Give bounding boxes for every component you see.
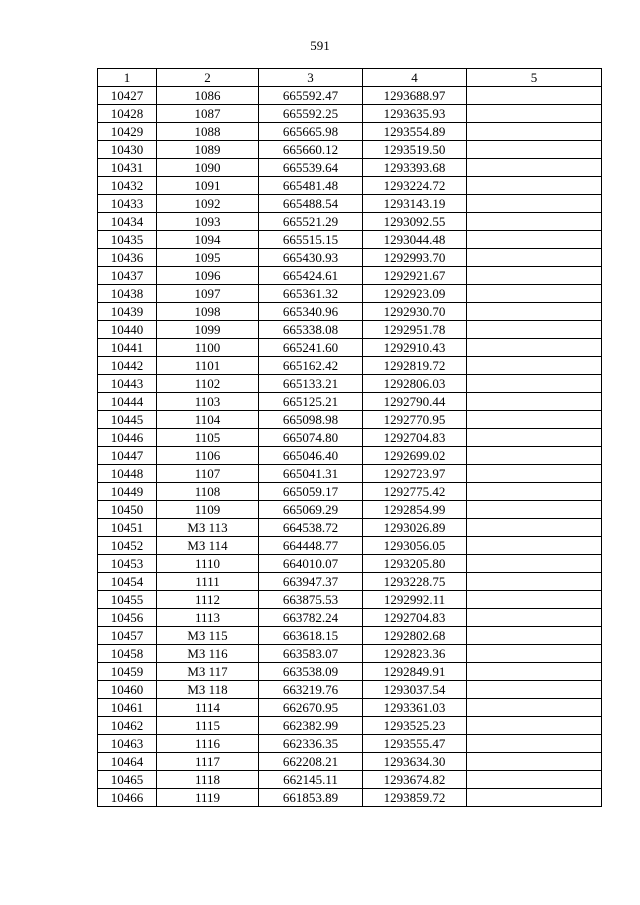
table-cell-col-2: МЗ 116 bbox=[157, 645, 259, 663]
table-cell-col-1: 10441 bbox=[98, 339, 157, 357]
table-cell-col-2: 1107 bbox=[157, 465, 259, 483]
table-row bbox=[98, 321, 602, 339]
table-cell-col-5 bbox=[467, 573, 602, 591]
table-cell-col-1: 10459 bbox=[98, 663, 157, 681]
table-cell-col-1: 10443 bbox=[98, 375, 157, 393]
table-cell-col-4: 1292910.43 bbox=[363, 339, 467, 357]
table-cell-col-2: 1099 bbox=[157, 321, 259, 339]
table-cell-col-3: 665521.29 bbox=[259, 213, 363, 231]
table-row bbox=[98, 339, 602, 357]
table-cell-col-5 bbox=[467, 123, 602, 141]
table-cell-col-5 bbox=[467, 141, 602, 159]
table-row bbox=[98, 411, 602, 429]
table-cell-col-4: 1293228.75 bbox=[363, 573, 467, 591]
table-row bbox=[98, 429, 602, 447]
table-cell-col-4: 1292723.97 bbox=[363, 465, 467, 483]
table-cell-col-4: 1292806.03 bbox=[363, 375, 467, 393]
table-cell-col-5 bbox=[467, 339, 602, 357]
table-cell-col-2: 1091 bbox=[157, 177, 259, 195]
table-cell-col-3: 665340.96 bbox=[259, 303, 363, 321]
table-cell-col-5 bbox=[467, 429, 602, 447]
table-cell-col-5 bbox=[467, 321, 602, 339]
table-cell-col-2: 1117 bbox=[157, 753, 259, 771]
table-cell-col-3: 665592.25 bbox=[259, 105, 363, 123]
table-row bbox=[98, 159, 602, 177]
table-cell-col-5 bbox=[467, 735, 602, 753]
table-cell-col-1: 10447 bbox=[98, 447, 157, 465]
table-cell-col-3: 665069.29 bbox=[259, 501, 363, 519]
table-cell-col-2: 1096 bbox=[157, 267, 259, 285]
table-cell-col-4: 1293143.19 bbox=[363, 195, 467, 213]
table-cell-col-3: 663947.37 bbox=[259, 573, 363, 591]
header-cell-4: 4 bbox=[363, 69, 467, 87]
table-cell-col-2: 1114 bbox=[157, 699, 259, 717]
table-cell-col-1: 10449 bbox=[98, 483, 157, 501]
table-cell-col-4: 1293393.68 bbox=[363, 159, 467, 177]
table-row bbox=[98, 717, 602, 735]
table-row bbox=[98, 519, 602, 537]
table-row bbox=[98, 501, 602, 519]
table-cell-col-1: 10432 bbox=[98, 177, 157, 195]
table-cell-col-4: 1292699.02 bbox=[363, 447, 467, 465]
table-row bbox=[98, 123, 602, 141]
table-cell-col-4: 1293044.48 bbox=[363, 231, 467, 249]
table-cell-col-1: 10427 bbox=[98, 87, 157, 105]
table-cell-col-1: 10462 bbox=[98, 717, 157, 735]
table-cell-col-2: 1106 bbox=[157, 447, 259, 465]
table-row bbox=[98, 645, 602, 663]
table-cell-col-5 bbox=[467, 537, 602, 555]
table-cell-col-3: 665488.54 bbox=[259, 195, 363, 213]
table-cell-col-4: 1293037.54 bbox=[363, 681, 467, 699]
table-cell-col-1: 10434 bbox=[98, 213, 157, 231]
header-cell-5: 5 bbox=[467, 69, 602, 87]
table-cell-col-3: 665424.61 bbox=[259, 267, 363, 285]
table-cell-col-5 bbox=[467, 465, 602, 483]
table-row bbox=[98, 447, 602, 465]
table-cell-col-2: МЗ 117 bbox=[157, 663, 259, 681]
table-cell-col-5 bbox=[467, 411, 602, 429]
table-cell-col-3: 665660.12 bbox=[259, 141, 363, 159]
table-cell-col-5 bbox=[467, 771, 602, 789]
table-cell-col-3: 665133.21 bbox=[259, 375, 363, 393]
table-cell-col-2: 1111 bbox=[157, 573, 259, 591]
table-row bbox=[98, 735, 602, 753]
table-cell-col-2: 1093 bbox=[157, 213, 259, 231]
table-cell-col-5 bbox=[467, 447, 602, 465]
table-cell-col-4: 1293634.30 bbox=[363, 753, 467, 771]
table-cell-col-1: 10464 bbox=[98, 753, 157, 771]
table-row bbox=[98, 177, 602, 195]
table-cell-col-4: 1292854.99 bbox=[363, 501, 467, 519]
table-cell-col-2: 1100 bbox=[157, 339, 259, 357]
table-cell-col-5 bbox=[467, 519, 602, 537]
table-cell-col-3: 665162.42 bbox=[259, 357, 363, 375]
table-cell-col-1: 10431 bbox=[98, 159, 157, 177]
table-cell-col-3: 665539.64 bbox=[259, 159, 363, 177]
table-row bbox=[98, 537, 602, 555]
table-cell-col-4: 1293205.80 bbox=[363, 555, 467, 573]
table-cell-col-5 bbox=[467, 177, 602, 195]
table-row bbox=[98, 213, 602, 231]
table-cell-col-3: 663782.24 bbox=[259, 609, 363, 627]
table-cell-col-5 bbox=[467, 375, 602, 393]
table-cell-col-1: 10429 bbox=[98, 123, 157, 141]
table-row bbox=[98, 249, 602, 267]
coordinates-table bbox=[97, 68, 602, 807]
table-cell-col-2: 1118 bbox=[157, 771, 259, 789]
table-cell-col-3: 665074.80 bbox=[259, 429, 363, 447]
table-cell-col-2: 1105 bbox=[157, 429, 259, 447]
table-cell-col-5 bbox=[467, 393, 602, 411]
table-row bbox=[98, 591, 602, 609]
table-cell-col-3: 661853.89 bbox=[259, 789, 363, 807]
table-cell-col-4: 1292992.11 bbox=[363, 591, 467, 609]
table-cell-col-4: 1293224.72 bbox=[363, 177, 467, 195]
table-cell-col-1: 10465 bbox=[98, 771, 157, 789]
table-cell-col-5 bbox=[467, 627, 602, 645]
table-cell-col-4: 1293859.72 bbox=[363, 789, 467, 807]
table-row bbox=[98, 609, 602, 627]
table-row bbox=[98, 375, 602, 393]
table-cell-col-2: 1090 bbox=[157, 159, 259, 177]
table-cell-col-1: 10466 bbox=[98, 789, 157, 807]
table-cell-col-2: 1095 bbox=[157, 249, 259, 267]
table-row bbox=[98, 105, 602, 123]
table-cell-col-1: 10450 bbox=[98, 501, 157, 519]
table-cell-col-5 bbox=[467, 87, 602, 105]
table-cell-col-5 bbox=[467, 267, 602, 285]
table-cell-col-1: 10452 bbox=[98, 537, 157, 555]
table-cell-col-3: 665098.98 bbox=[259, 411, 363, 429]
table-cell-col-5 bbox=[467, 681, 602, 699]
table-cell-col-2: 1103 bbox=[157, 393, 259, 411]
table-cell-col-1: 10451 bbox=[98, 519, 157, 537]
table-cell-col-4: 1293519.50 bbox=[363, 141, 467, 159]
table-cell-col-5 bbox=[467, 159, 602, 177]
table-cell-col-3: 664448.77 bbox=[259, 537, 363, 555]
table-cell-col-1: 10442 bbox=[98, 357, 157, 375]
table-cell-col-2: 1089 bbox=[157, 141, 259, 159]
table-cell-col-4: 1292770.95 bbox=[363, 411, 467, 429]
table-row bbox=[98, 231, 602, 249]
table-cell-col-4: 1293555.47 bbox=[363, 735, 467, 753]
table-cell-col-3: 664538.72 bbox=[259, 519, 363, 537]
table-cell-col-1: 10444 bbox=[98, 393, 157, 411]
table-cell-col-1: 10456 bbox=[98, 609, 157, 627]
table-cell-col-3: 665592.47 bbox=[259, 87, 363, 105]
table-cell-col-3: 663538.09 bbox=[259, 663, 363, 681]
table-cell-col-4: 1292802.68 bbox=[363, 627, 467, 645]
table-cell-col-4: 1292790.44 bbox=[363, 393, 467, 411]
page-number: 591 bbox=[310, 38, 330, 53]
table-cell-col-4: 1292993.70 bbox=[363, 249, 467, 267]
table-cell-col-2: 1086 bbox=[157, 87, 259, 105]
table-cell-col-4: 1293026.89 bbox=[363, 519, 467, 537]
table-row bbox=[98, 285, 602, 303]
table-cell-col-2: 1109 bbox=[157, 501, 259, 519]
table-cell-col-1: 10458 bbox=[98, 645, 157, 663]
table-cell-col-4: 1292823.36 bbox=[363, 645, 467, 663]
table-cell-col-5 bbox=[467, 555, 602, 573]
table-row bbox=[98, 573, 602, 591]
table-cell-col-3: 663583.07 bbox=[259, 645, 363, 663]
table-cell-col-4: 1293688.97 bbox=[363, 87, 467, 105]
table-row bbox=[98, 771, 602, 789]
table-cell-col-1: 10463 bbox=[98, 735, 157, 753]
table-cell-col-2: 1097 bbox=[157, 285, 259, 303]
table-cell-col-3: 665125.21 bbox=[259, 393, 363, 411]
table-cell-col-4: 1293056.05 bbox=[363, 537, 467, 555]
table-cell-col-5 bbox=[467, 789, 602, 807]
table-cell-col-4: 1293554.89 bbox=[363, 123, 467, 141]
table-cell-col-5 bbox=[467, 357, 602, 375]
table-cell-col-3: 665481.48 bbox=[259, 177, 363, 195]
table-cell-col-2: 1115 bbox=[157, 717, 259, 735]
table-row bbox=[98, 393, 602, 411]
table-cell-col-4: 1292923.09 bbox=[363, 285, 467, 303]
table-cell-col-3: 662382.99 bbox=[259, 717, 363, 735]
table-cell-col-1: 10446 bbox=[98, 429, 157, 447]
table-cell-col-3: 665046.40 bbox=[259, 447, 363, 465]
table-cell-col-2: 1094 bbox=[157, 231, 259, 249]
table-cell-col-4: 1292704.83 bbox=[363, 429, 467, 447]
table-cell-col-5 bbox=[467, 285, 602, 303]
header-cell-3: 3 bbox=[259, 69, 363, 87]
table-cell-col-1: 10454 bbox=[98, 573, 157, 591]
table-cell-col-5 bbox=[467, 753, 602, 771]
table-cell-col-1: 10445 bbox=[98, 411, 157, 429]
table-cell-col-5 bbox=[467, 231, 602, 249]
table-cell-col-3: 665665.98 bbox=[259, 123, 363, 141]
table-cell-col-3: 665338.08 bbox=[259, 321, 363, 339]
table-cell-col-2: 1110 bbox=[157, 555, 259, 573]
table-cell-col-4: 1292775.42 bbox=[363, 483, 467, 501]
table-cell-col-3: 663219.76 bbox=[259, 681, 363, 699]
table-row bbox=[98, 357, 602, 375]
table-cell-col-4: 1293635.93 bbox=[363, 105, 467, 123]
table-cell-col-1: 10433 bbox=[98, 195, 157, 213]
table-cell-col-1: 10439 bbox=[98, 303, 157, 321]
table-row bbox=[98, 87, 602, 105]
table-cell-col-1: 10428 bbox=[98, 105, 157, 123]
table-cell-col-5 bbox=[467, 249, 602, 267]
table-cell-col-2: 1112 bbox=[157, 591, 259, 609]
header-cell-1: 1 bbox=[98, 69, 157, 87]
table-cell-col-4: 1292704.83 bbox=[363, 609, 467, 627]
table-cell-col-3: 665515.15 bbox=[259, 231, 363, 249]
table-cell-col-1: 10437 bbox=[98, 267, 157, 285]
table-cell-col-1: 10435 bbox=[98, 231, 157, 249]
table-cell-col-1: 10455 bbox=[98, 591, 157, 609]
table-cell-col-3: 663875.53 bbox=[259, 591, 363, 609]
table-cell-col-2: 1088 bbox=[157, 123, 259, 141]
table-cell-col-1: 10430 bbox=[98, 141, 157, 159]
table-cell-col-4: 1293092.55 bbox=[363, 213, 467, 231]
table-cell-col-5 bbox=[467, 699, 602, 717]
table-row bbox=[98, 681, 602, 699]
table-cell-col-5 bbox=[467, 609, 602, 627]
table-cell-col-1: 10461 bbox=[98, 699, 157, 717]
table-cell-col-3: 662208.21 bbox=[259, 753, 363, 771]
table-cell-col-4: 1292921.67 bbox=[363, 267, 467, 285]
table-cell-col-4: 1292819.72 bbox=[363, 357, 467, 375]
table-row bbox=[98, 303, 602, 321]
table-cell-col-5 bbox=[467, 501, 602, 519]
table-cell-col-1: 10460 bbox=[98, 681, 157, 699]
table-cell-col-4: 1292930.70 bbox=[363, 303, 467, 321]
table-cell-col-4: 1292951.78 bbox=[363, 321, 467, 339]
table-row bbox=[98, 627, 602, 645]
table-cell-col-3: 665430.93 bbox=[259, 249, 363, 267]
header-cell-2: 2 bbox=[157, 69, 259, 87]
table-body bbox=[98, 87, 602, 807]
table-cell-col-1: 10457 bbox=[98, 627, 157, 645]
table-cell-col-5 bbox=[467, 105, 602, 123]
table-cell-col-1: 10448 bbox=[98, 465, 157, 483]
table-row bbox=[98, 465, 602, 483]
table-cell-col-2: 1092 bbox=[157, 195, 259, 213]
table-cell-col-5 bbox=[467, 645, 602, 663]
table-cell-col-3: 662145.11 bbox=[259, 771, 363, 789]
table-cell-col-2: МЗ 115 bbox=[157, 627, 259, 645]
table-row bbox=[98, 141, 602, 159]
table-cell-col-1: 10436 bbox=[98, 249, 157, 267]
table-cell-col-5 bbox=[467, 303, 602, 321]
table-cell-col-2: 1116 bbox=[157, 735, 259, 753]
table-cell-col-2: 1113 bbox=[157, 609, 259, 627]
table-cell-col-3: 665041.31 bbox=[259, 465, 363, 483]
table-row bbox=[98, 483, 602, 501]
table-cell-col-4: 1292849.91 bbox=[363, 663, 467, 681]
table-cell-col-5 bbox=[467, 663, 602, 681]
table-cell-col-5 bbox=[467, 591, 602, 609]
table-cell-col-5 bbox=[467, 213, 602, 231]
table-row bbox=[98, 663, 602, 681]
table-row bbox=[98, 699, 602, 717]
table-row bbox=[98, 195, 602, 213]
header-row bbox=[98, 69, 602, 87]
table-cell-col-2: 1119 bbox=[157, 789, 259, 807]
table-cell-col-2: 1102 bbox=[157, 375, 259, 393]
table-cell-col-1: 10453 bbox=[98, 555, 157, 573]
table-row bbox=[98, 267, 602, 285]
table-cell-col-3: 665361.32 bbox=[259, 285, 363, 303]
table-cell-col-2: 1108 bbox=[157, 483, 259, 501]
table-cell-col-3: 665059.17 bbox=[259, 483, 363, 501]
table-cell-col-3: 662670.95 bbox=[259, 699, 363, 717]
table-cell-col-2: 1087 bbox=[157, 105, 259, 123]
table-cell-col-5 bbox=[467, 483, 602, 501]
table-cell-col-2: МЗ 113 bbox=[157, 519, 259, 537]
table-cell-col-1: 10440 bbox=[98, 321, 157, 339]
table-row bbox=[98, 753, 602, 771]
table-cell-col-5 bbox=[467, 717, 602, 735]
table-cell-col-3: 664010.07 bbox=[259, 555, 363, 573]
table-cell-col-2: 1101 bbox=[157, 357, 259, 375]
table-cell-col-1: 10438 bbox=[98, 285, 157, 303]
table-cell-col-3: 665241.60 bbox=[259, 339, 363, 357]
table-cell-col-2: 1104 bbox=[157, 411, 259, 429]
table-cell-col-4: 1293361.03 bbox=[363, 699, 467, 717]
table-cell-col-4: 1293525.23 bbox=[363, 717, 467, 735]
table-cell-col-2: 1098 bbox=[157, 303, 259, 321]
table-cell-col-5 bbox=[467, 195, 602, 213]
table-cell-col-3: 662336.35 bbox=[259, 735, 363, 753]
table-row bbox=[98, 555, 602, 573]
table-cell-col-2: МЗ 114 bbox=[157, 537, 259, 555]
table-cell-col-3: 663618.15 bbox=[259, 627, 363, 645]
table-cell-col-4: 1293674.82 bbox=[363, 771, 467, 789]
table-cell-col-2: МЗ 118 bbox=[157, 681, 259, 699]
table-row bbox=[98, 789, 602, 807]
